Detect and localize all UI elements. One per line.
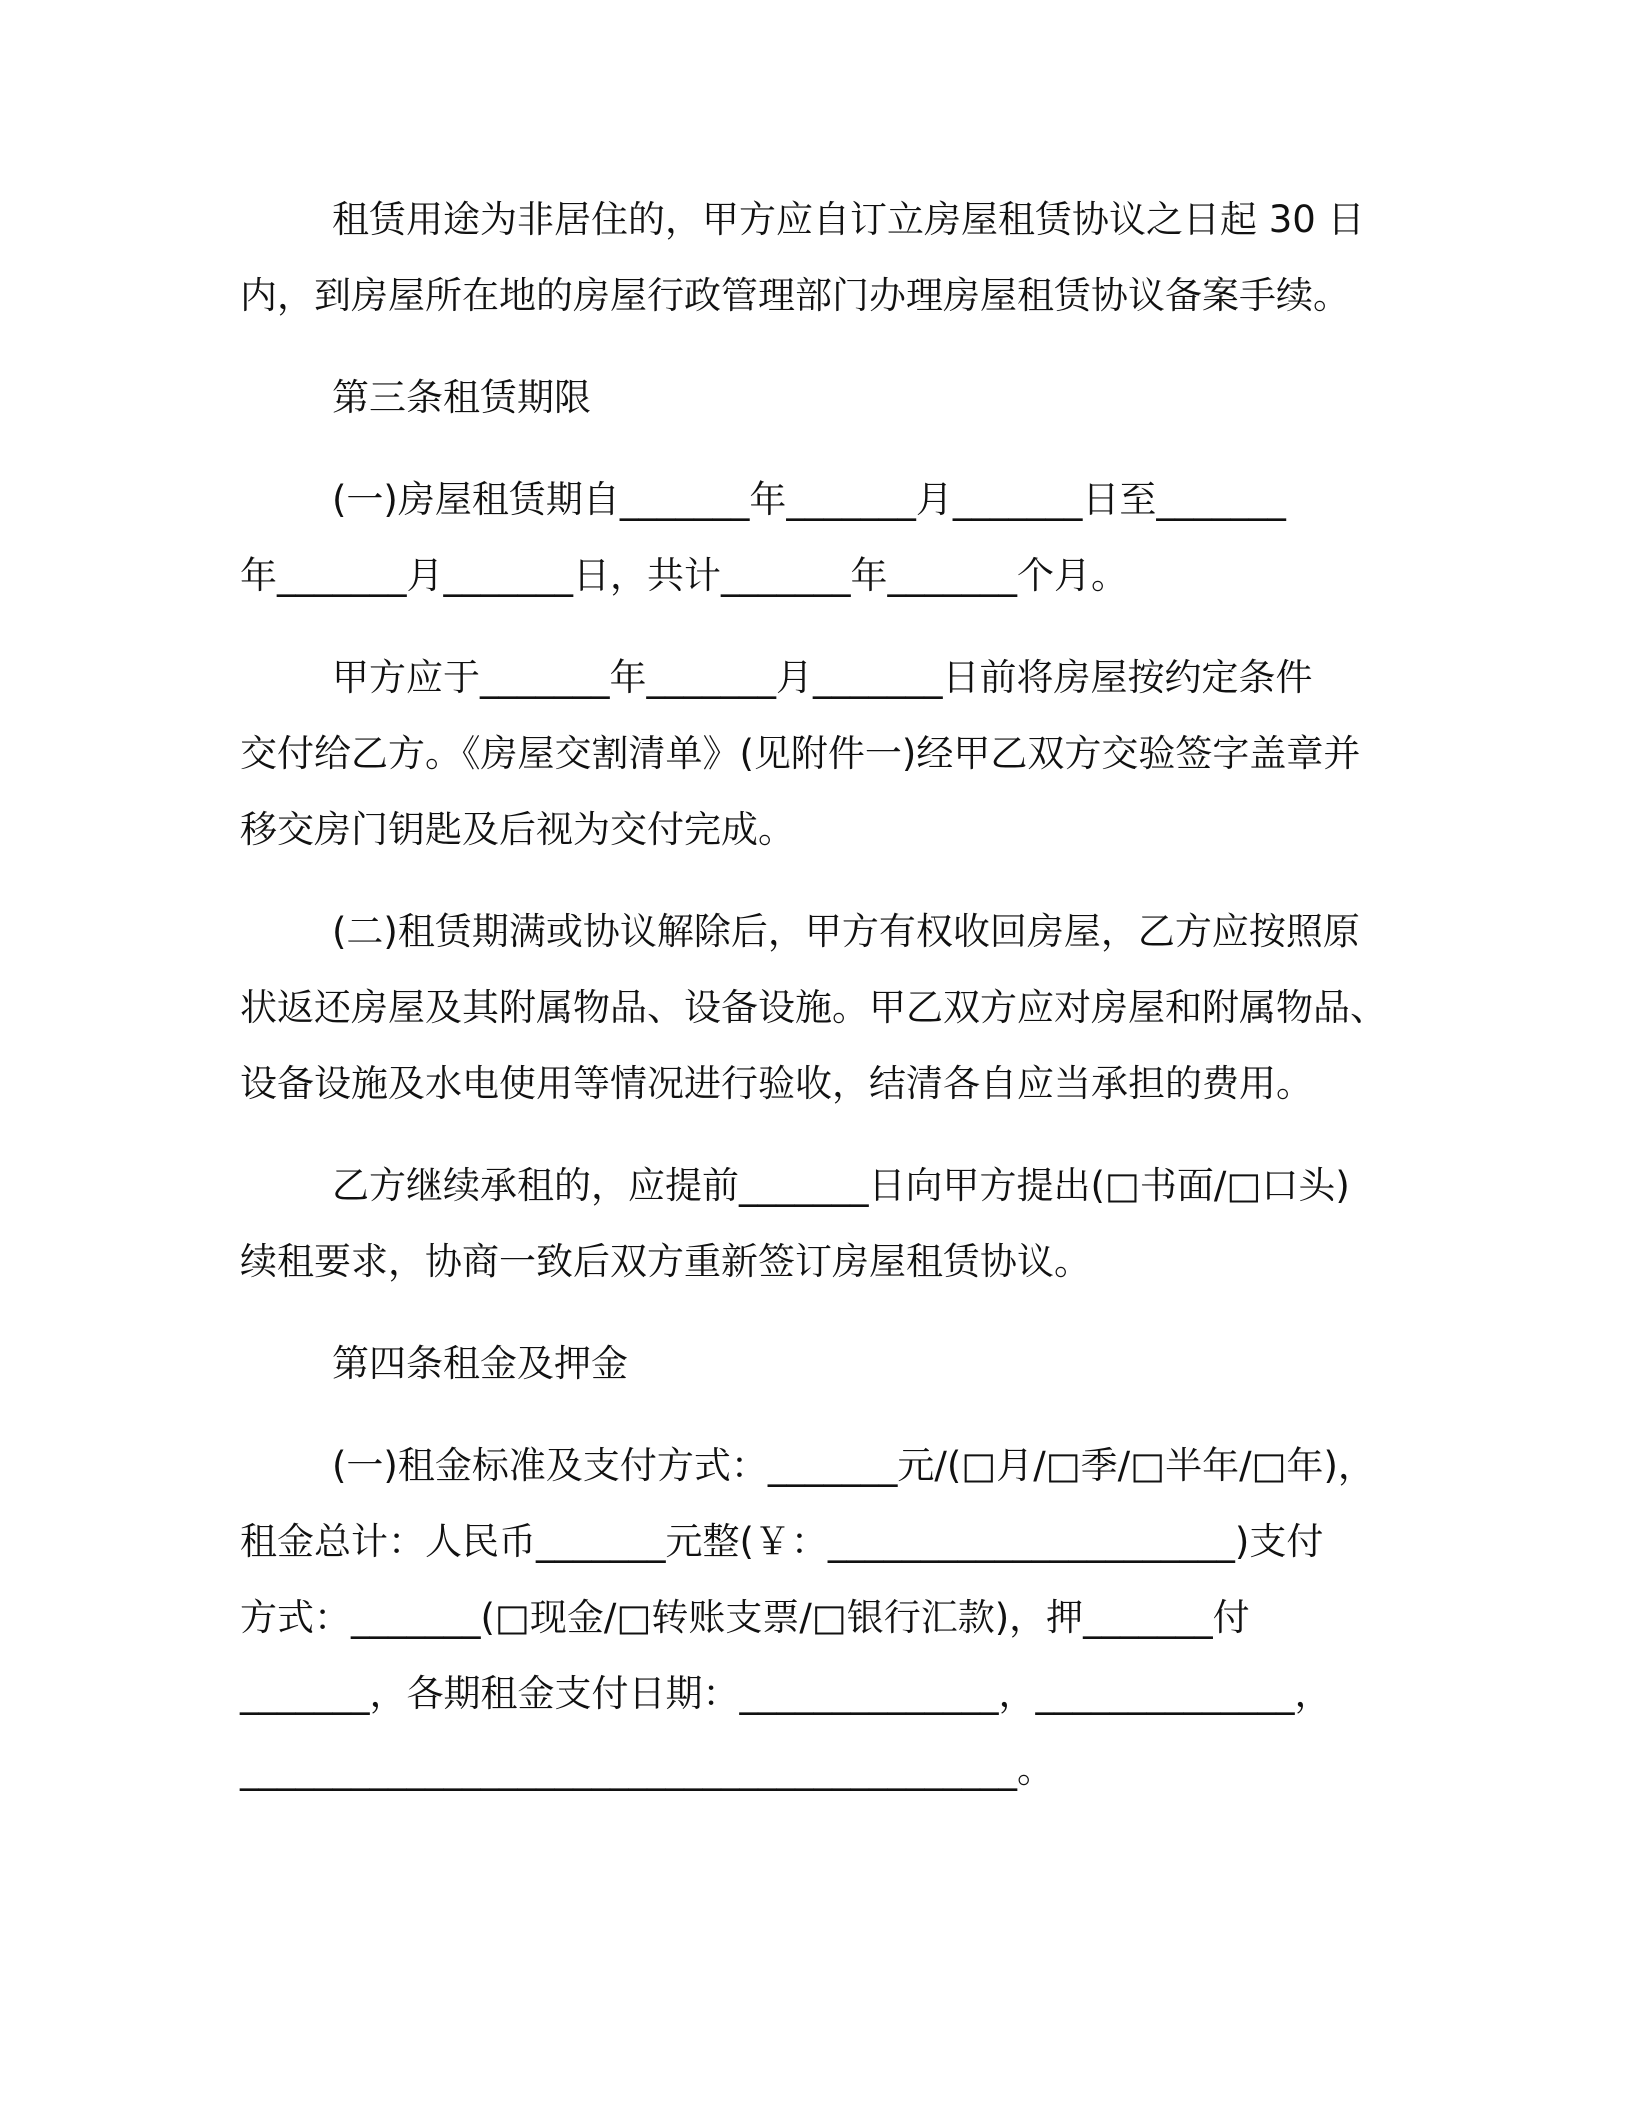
paragraph-line: 移交房门钥匙及后视为交付完成。 xyxy=(240,808,795,851)
paragraph-line: 乙方继续承租的，应提前_______日向甲方提出(□书面/□口头) xyxy=(332,1164,1350,1207)
paragraph-line: 续租要求，协商一致后双方重新签订房屋租赁协议。 xyxy=(240,1240,1091,1283)
paragraph-line: 交付给乙方。《房屋交割清单》(见附件一)经甲乙双方交验签字盖章并 xyxy=(240,732,1361,775)
paragraph-line: 甲方应于_______年_______月_______日前将房屋按约定条件 xyxy=(332,656,1313,699)
paragraph-line: 设备设施及水电使用等情况进行验收，结清各自应当承担的费用。 xyxy=(240,1062,1313,1105)
paragraph-line: (一)租金标准及支付方式：_______元/(□月/□季/□半年/□年)， xyxy=(332,1444,1375,1487)
paragraph-line: 内，到房屋所在地的房屋行政管理部门办理房屋租赁协议备案手续。 xyxy=(240,274,1350,317)
section-heading: 第三条租赁期限 xyxy=(332,376,591,419)
paragraph-line: 租赁用途为非居住的，甲方应自订立房屋租赁协议之日起 30 日 xyxy=(332,198,1365,241)
paragraph-line: (二)租赁期满或协议解除后，甲方有权收回房屋，乙方应按照原 xyxy=(332,910,1360,953)
paragraph-line: 状返还房屋及其附属物品、设备设施。甲乙双方应对房屋和附属物品、 xyxy=(240,986,1387,1029)
section-heading: 第四条租金及押金 xyxy=(332,1342,628,1385)
paragraph-line: _______，各期租金支付日期：______________，______________， xyxy=(240,1672,1332,1715)
paragraph-line: 方式：_______(□现金/□转账支票/□银行汇款)，押_______付 xyxy=(240,1596,1250,1639)
paragraph-line: (一)房屋租赁期自_______年_______月_______日至_______ xyxy=(332,478,1286,521)
paragraph-line: 年_______月_______日，共计_______年_______个月。 xyxy=(240,554,1128,597)
paragraph-line: 租金总计：人民币_______元整(￥：______________________)支付 xyxy=(240,1520,1324,1563)
paragraph-line: __________________________________________。 xyxy=(240,1748,1054,1791)
